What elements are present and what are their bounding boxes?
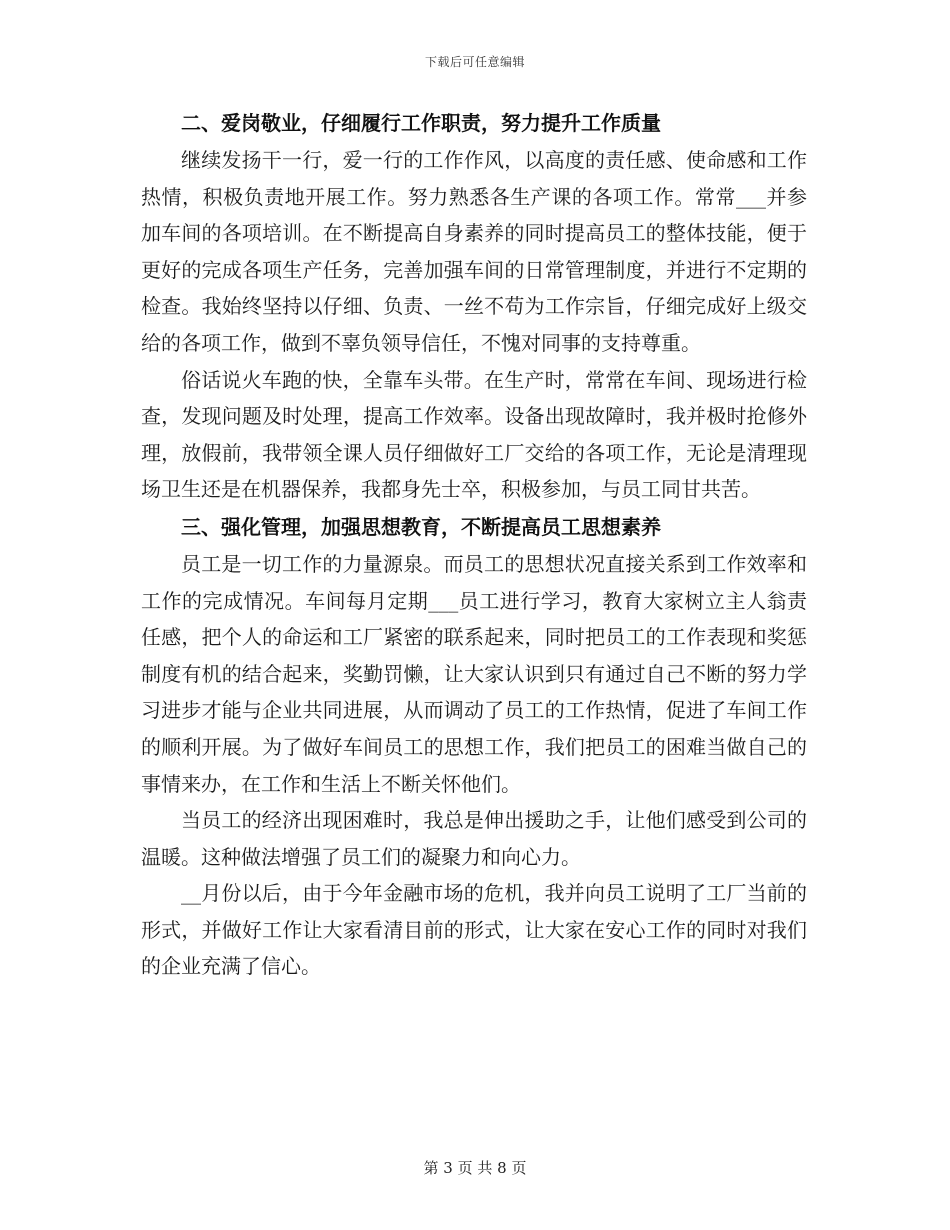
paragraph: 当员工的经济出现困难时，我总是伸出援助之手，让他们感受到公司的温暖。这种做法增强了员工们的凝聚力和向心力。 — [141, 808, 807, 869]
paragraph: 继续发扬干一行，爱一行的工作作风，以高度的责任感、使命感和工作热情，积极负责地开展工作。努力熟悉各生产课的各项工作。常常___并参加车间的各项培训。在不断提高自身素养的同时提高员工的整体技能，便于更好的完成各项生产任务，完善加强车间的日常管理制度，并进行不定期的检查。我始终坚持以仔细、负责、一丝不苟为工作宗旨，仔细完成好上级交给的各项工作，做到不辜负领导信任，不愧对同事的支持尊重。 — [141, 148, 807, 355]
section-heading: 二、爱岗敬业，仔细履行工作职责，努力提升工作质量 — [181, 111, 661, 135]
header-note: 下载后可任意编辑 — [424, 55, 525, 69]
document-body — [141, 104, 807, 985]
paragraph: 员工是一切工作的力量源泉。而员工的思想状况直接关系到工作效率和工作的完成情况。车间每月定期___员工进行学习，教育大家树立主人翁责任感，把个人的命运和工厂紧密的联系起来，同时把员工的工作表现和奖惩制度有机的结合起来，奖勤罚懒，让大家认识到只有通过自己不断的努力学习进步才能与企业共同进展，从而调动了员工的工作热情，促进了车间工作的顺利开展。为了做好车间员工的思想工作，我们把员工的困难当做自己的事情来办，在工作和生活上不断关怀他们。 — [141, 551, 807, 796]
paragraph: 俗话说火车跑的快，全靠车头带。在生产时，常常在车间、现场进行检查，发现问题及时处理，提高工作效率。设备出现故障时，我并极时抢修外理，放假前，我带领全课人员仔细做好工厂交给的各项工作，无论是清理现场卫生还是在机器保养，我都身先士卒，积极参加，与员工同甘共苦。 — [141, 367, 807, 502]
section-heading: 三、强化管理，加强思想教育，不断提高员工思想素养 — [181, 514, 661, 539]
paragraph: __月份以后，由于今年金融市场的危机，我并向员工说明了工厂当前的形式，并做好工作让大家看清目前的形式，让大家在安心工作的同时对我们的企业充满了信心。 — [141, 881, 807, 979]
page-number: 第 3 页 共 8 页 — [423, 1159, 527, 1177]
